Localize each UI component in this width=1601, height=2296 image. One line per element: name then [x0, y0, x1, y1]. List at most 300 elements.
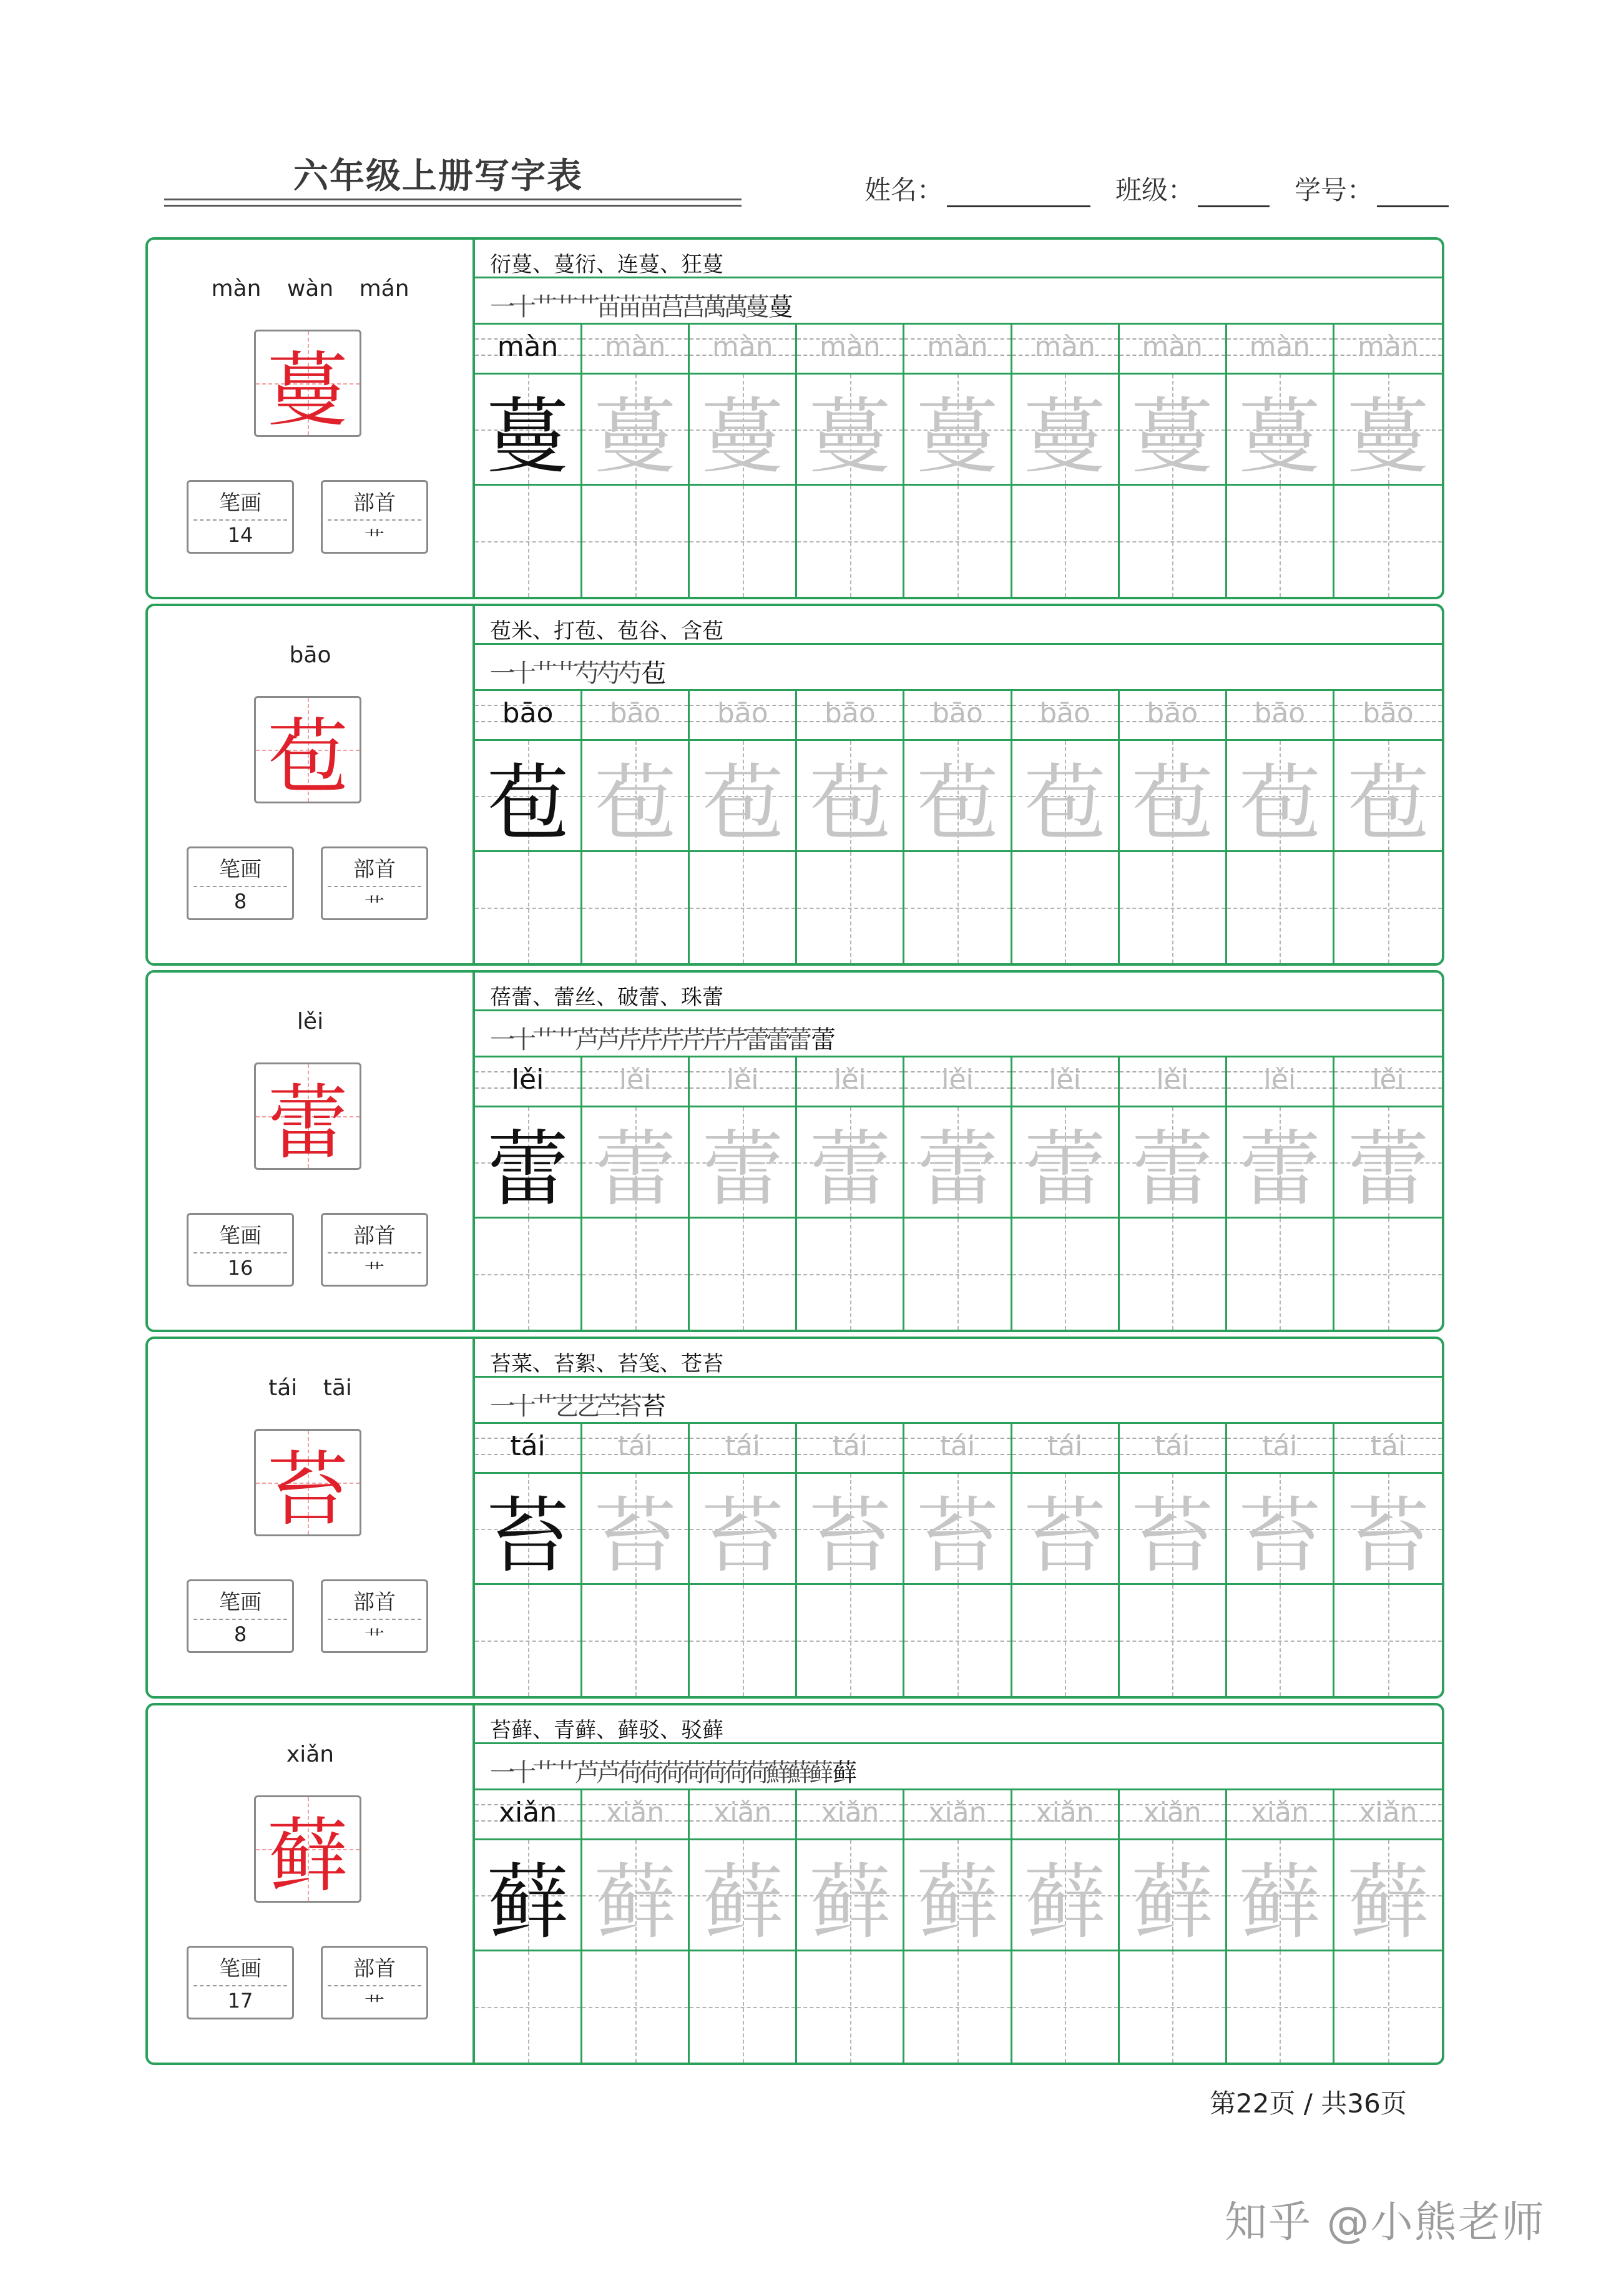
- grid-guide: [528, 486, 529, 597]
- char-model: 藓: [486, 1854, 569, 1951]
- name-input-line[interactable]: [947, 178, 1090, 207]
- writing-cell[interactable]: [1334, 741, 1442, 852]
- pinyin-trace: tái: [1262, 1430, 1298, 1462]
- pinyin-cell[interactable]: [582, 1057, 690, 1107]
- stroke-step: 艹: [532, 1759, 557, 1787]
- grid-guide: [743, 486, 744, 597]
- pinyin-cell[interactable]: [475, 1790, 582, 1840]
- character-pinyin: màn wàn mán: [211, 276, 409, 302]
- char-trace: 苔: [594, 1488, 677, 1584]
- pinyin-cell[interactable]: [1334, 1057, 1442, 1107]
- pinyin-cell[interactable]: [690, 325, 797, 375]
- pinyin-cell[interactable]: [904, 1424, 1012, 1474]
- pinyin-cell[interactable]: [1227, 1424, 1334, 1474]
- stroke-step: 荷: [702, 1759, 727, 1787]
- char-model: 蕾: [486, 1121, 569, 1218]
- stroke-step: 苎: [596, 1392, 621, 1421]
- blank-writing-cell[interactable]: [475, 1219, 582, 1330]
- pinyin-cell[interactable]: [1334, 1424, 1442, 1474]
- grid-guide: [743, 1219, 744, 1330]
- writing-cell[interactable]: [797, 1840, 904, 1951]
- writing-cell[interactable]: [690, 375, 797, 486]
- grid-guide: [1280, 852, 1281, 963]
- pinyin-cell[interactable]: [1227, 1790, 1334, 1840]
- stroke-step: 艹: [532, 1392, 557, 1421]
- blank-writing-cell[interactable]: [1120, 1951, 1227, 2063]
- blank-writing-cell[interactable]: [904, 1219, 1012, 1330]
- stroke-step: 艹: [554, 1759, 579, 1787]
- writing-cell[interactable]: [1227, 375, 1334, 486]
- blank-writing-cell[interactable]: [797, 1585, 904, 1696]
- char-trace: 蔓: [1131, 388, 1214, 485]
- writing-cell[interactable]: [797, 375, 904, 486]
- example-words: 苞米、打苞、苞谷、含苞: [490, 619, 723, 644]
- character-block: [145, 604, 1444, 966]
- grid-guide: [1388, 486, 1389, 597]
- blank-writing-cell[interactable]: [1334, 1951, 1442, 2063]
- blank-writing-cell[interactable]: [1120, 486, 1227, 597]
- radical-value: 艹: [364, 1260, 384, 1283]
- char-trace: 苞: [701, 755, 784, 851]
- grid-guide: [635, 852, 637, 963]
- blank-writing-cell[interactable]: [797, 1951, 904, 2063]
- stroke-step: 芦: [596, 1759, 621, 1787]
- blank-writing-cell[interactable]: [1334, 486, 1442, 597]
- pinyin-cell[interactable]: [1012, 1790, 1120, 1840]
- stroke-order-row: [475, 1011, 1442, 1057]
- blank-writing-cell[interactable]: [1334, 1585, 1442, 1696]
- blank-writing-cell[interactable]: [475, 486, 582, 597]
- stroke-step: 十: [511, 1759, 536, 1787]
- pinyin-trace: lěi: [1372, 1064, 1404, 1096]
- stroke-step: 芍: [575, 659, 600, 688]
- blank-writing-cell[interactable]: [475, 1585, 582, 1696]
- char-trace: 蕾: [594, 1121, 677, 1218]
- stroke-count-label: 笔画: [219, 1224, 262, 1249]
- writing-cell[interactable]: [582, 1840, 690, 1951]
- blank-writing-cell[interactable]: [904, 486, 1012, 597]
- grid-guide: [635, 1219, 637, 1330]
- blank-writing-cell[interactable]: [797, 486, 904, 597]
- main-character: 苔: [267, 1441, 348, 1537]
- writing-cell[interactable]: [1334, 1107, 1442, 1219]
- pinyin-cell[interactable]: [582, 325, 690, 375]
- pinyin-cell[interactable]: [1227, 325, 1334, 375]
- pinyin-cell[interactable]: [1334, 325, 1442, 375]
- stroke-step: 芍: [596, 659, 621, 688]
- writing-cell[interactable]: [1120, 1474, 1227, 1585]
- writing-cell[interactable]: [582, 1107, 690, 1219]
- grid-guide: [850, 1585, 851, 1696]
- writing-cell[interactable]: [1227, 741, 1334, 852]
- char-model: 苞: [486, 755, 569, 851]
- practice-grid: [475, 1424, 1442, 1696]
- pinyin-cell[interactable]: [475, 691, 582, 741]
- grid-guide: [1388, 1951, 1389, 2063]
- pinyin-cell[interactable]: [1012, 325, 1120, 375]
- blank-writing-cell[interactable]: [1120, 1585, 1227, 1696]
- blank-writing-cell[interactable]: [582, 486, 690, 597]
- grid-guide: [1172, 852, 1173, 963]
- pinyin-cell[interactable]: [690, 691, 797, 741]
- blank-writing-cell[interactable]: [1012, 1951, 1120, 2063]
- pinyin-model: bāo: [502, 697, 554, 729]
- blank-writing-cell[interactable]: [582, 852, 690, 963]
- char-trace: 苔: [1238, 1488, 1321, 1584]
- char-trace: 藓: [594, 1854, 677, 1951]
- radical-label: 部首: [353, 1224, 396, 1249]
- writing-cell[interactable]: [475, 741, 582, 852]
- stroke-step: 荷: [617, 1759, 642, 1787]
- main-character: 藓: [267, 1808, 348, 1903]
- pinyin-cell[interactable]: [1120, 1424, 1227, 1474]
- words-row: [475, 1339, 1442, 1378]
- pinyin-trace: lěi: [727, 1064, 759, 1096]
- grid-guide: [528, 1585, 529, 1696]
- student-info-fields: [864, 170, 1449, 207]
- pinyin-cell[interactable]: [1227, 1057, 1334, 1107]
- stroke-order: [490, 654, 668, 689]
- stroke-step: 芹: [639, 1026, 663, 1054]
- stroke-step: 苞: [641, 659, 666, 688]
- writing-cell[interactable]: [1012, 1840, 1120, 1951]
- words-row: [475, 973, 1442, 1011]
- example-words: 蓓蕾、蕾丝、破蕾、珠蕾: [490, 985, 723, 1010]
- blank-writing-cell[interactable]: [582, 1219, 690, 1330]
- pinyin-trace: màn: [1249, 331, 1311, 363]
- stroke-step: 芦: [575, 1026, 600, 1054]
- pinyin-trace: tái: [1370, 1430, 1406, 1462]
- blank-writing-cell[interactable]: [904, 1951, 1012, 2063]
- pinyin-cell[interactable]: [797, 1790, 904, 1840]
- pinyin-cell[interactable]: [1120, 1790, 1227, 1840]
- writing-cell[interactable]: [1334, 1474, 1442, 1585]
- grid-guide: [1172, 486, 1173, 597]
- writing-cell[interactable]: [1012, 1107, 1120, 1219]
- practice-panel: [475, 240, 1442, 597]
- stroke-step: 芦: [575, 1759, 600, 1787]
- writing-cell[interactable]: [1012, 375, 1120, 486]
- pinyin-cell[interactable]: [1227, 691, 1334, 741]
- stroke-step: 艹: [554, 293, 579, 321]
- field-name-label: 姓名：: [864, 175, 944, 205]
- pinyin-trace: lěi: [1263, 1064, 1296, 1096]
- pinyin-trace: bāo: [717, 697, 768, 729]
- stroke-step: 荷: [660, 1759, 685, 1787]
- stroke-count-value: 8: [233, 890, 247, 913]
- writing-cell[interactable]: [904, 741, 1012, 852]
- writing-cell[interactable]: [797, 741, 904, 852]
- blank-writing-cell[interactable]: [1012, 852, 1120, 963]
- pinyin-cell[interactable]: [797, 325, 904, 375]
- char-trace: 蔓: [1238, 388, 1321, 485]
- pinyin-cell[interactable]: [690, 1057, 797, 1107]
- stroke-count-box: [187, 1213, 294, 1287]
- info-separator: [193, 519, 287, 521]
- radical-value: 艹: [364, 1626, 384, 1650]
- pinyin-cell[interactable]: [904, 691, 1012, 741]
- blank-writing-cell[interactable]: [582, 1951, 690, 2063]
- stroke-step: 十: [511, 659, 536, 688]
- writing-cell[interactable]: [1227, 1107, 1334, 1219]
- stroke-count-box: [187, 480, 294, 554]
- pinyin-trace: xiǎn: [1359, 1797, 1417, 1828]
- grid-guide: [1065, 852, 1066, 963]
- stroke-step: 艹: [532, 1026, 557, 1054]
- radical-label: 部首: [353, 857, 396, 882]
- pinyin-cell[interactable]: [1012, 1057, 1120, 1107]
- pinyin-cell[interactable]: [690, 1424, 797, 1474]
- pinyin-trace: tái: [832, 1430, 868, 1462]
- writing-cell[interactable]: [1120, 1840, 1227, 1951]
- radical-label: 部首: [353, 1956, 396, 1981]
- stroke-count-label: 笔画: [219, 1956, 262, 1981]
- writing-cell[interactable]: [797, 1474, 904, 1585]
- blank-writing-cell[interactable]: [582, 1585, 690, 1696]
- practice-grid: [475, 325, 1442, 597]
- pinyin-cell[interactable]: [1012, 691, 1120, 741]
- grid-guide: [1280, 1585, 1281, 1696]
- stroke-step: 一: [490, 1392, 515, 1421]
- blank-writing-cell[interactable]: [1227, 852, 1334, 963]
- practice-grid: [475, 1057, 1442, 1330]
- writing-cell[interactable]: [582, 741, 690, 852]
- grid-guide: [635, 1585, 637, 1696]
- writing-cell[interactable]: [1227, 1474, 1334, 1585]
- stroke-step: 蘚: [787, 1759, 812, 1787]
- grid-guide: [528, 1951, 529, 2063]
- pinyin-cell[interactable]: [475, 1057, 582, 1107]
- stroke-step: 艹: [532, 293, 557, 321]
- blank-writing-cell[interactable]: [690, 486, 797, 597]
- writing-cell[interactable]: [1334, 375, 1442, 486]
- character-pinyin: tái tāi: [268, 1375, 352, 1401]
- writing-cell[interactable]: [904, 1840, 1012, 1951]
- practice-panel: [475, 1339, 1442, 1696]
- pinyin-trace: màn: [712, 331, 773, 363]
- pinyin-trace: lěi: [941, 1064, 974, 1096]
- blank-writing-cell[interactable]: [797, 1219, 904, 1330]
- char-trace: 苔: [916, 1488, 999, 1584]
- char-trace: 藓: [808, 1854, 891, 1951]
- pinyin-cell[interactable]: [690, 1790, 797, 1840]
- grid-guide: [1172, 1951, 1173, 2063]
- char-trace: 苔: [808, 1488, 891, 1584]
- char-trace: 苔: [1131, 1488, 1214, 1584]
- pinyin-trace: xiǎn: [1250, 1797, 1309, 1828]
- pinyin-trace: màn: [604, 331, 666, 363]
- grid-guide: [528, 1219, 529, 1330]
- writing-cell[interactable]: [475, 1107, 582, 1219]
- writing-cell[interactable]: [690, 1474, 797, 1585]
- char-trace: 蕾: [1346, 1121, 1429, 1218]
- char-trace: 蕾: [1238, 1121, 1321, 1218]
- character-box: [254, 1062, 361, 1170]
- stroke-step: 莒: [681, 293, 706, 321]
- writing-cell[interactable]: [475, 375, 582, 486]
- char-trace: 苞: [594, 755, 677, 851]
- grid-guide: [850, 1219, 851, 1330]
- pinyin-cell[interactable]: [1120, 325, 1227, 375]
- grid-guide: [957, 1219, 959, 1330]
- stroke-step: 莒: [660, 293, 685, 321]
- field-name: [864, 170, 1115, 207]
- blank-writing-cell[interactable]: [690, 852, 797, 963]
- blank-writing-cell[interactable]: [475, 852, 582, 963]
- grid-guide: [743, 852, 744, 963]
- pinyin-cell[interactable]: [1334, 691, 1442, 741]
- writing-cell[interactable]: [797, 1107, 904, 1219]
- pinyin-trace: màn: [1142, 331, 1203, 363]
- info-separator: [328, 886, 421, 887]
- pinyin-trace: tái: [617, 1430, 653, 1462]
- blank-writing-cell[interactable]: [904, 852, 1012, 963]
- writing-cell[interactable]: [1012, 741, 1120, 852]
- words-row: [475, 240, 1442, 278]
- radical-box: [321, 1213, 428, 1287]
- stroke-step: 苗: [617, 293, 642, 321]
- info-separator: [193, 886, 287, 887]
- writing-cell[interactable]: [1120, 375, 1227, 486]
- blank-writing-cell[interactable]: [904, 1585, 1012, 1696]
- class-input-line[interactable]: [1198, 178, 1270, 207]
- pinyin-cell[interactable]: [582, 1790, 690, 1840]
- blank-writing-cell[interactable]: [1012, 1219, 1120, 1330]
- pinyin-cell[interactable]: [1012, 1424, 1120, 1474]
- writing-cell[interactable]: [904, 1107, 1012, 1219]
- pinyin-cell[interactable]: [475, 325, 582, 375]
- pinyin-cell[interactable]: [904, 325, 1012, 375]
- stroke-step: 芹: [681, 1026, 706, 1054]
- writing-cell[interactable]: [904, 375, 1012, 486]
- blank-writing-cell[interactable]: [1227, 1951, 1334, 2063]
- stroke-count-label: 笔画: [219, 857, 262, 882]
- stroke-step: 十: [511, 1392, 536, 1421]
- grid-guide: [1388, 1585, 1389, 1696]
- writing-cell[interactable]: [1227, 1840, 1334, 1951]
- pinyin-cell[interactable]: [1120, 691, 1227, 741]
- grid-guide: [850, 852, 851, 963]
- char-trace: 苔: [1024, 1488, 1107, 1584]
- writing-cell[interactable]: [475, 1840, 582, 1951]
- grid-guide: [1280, 1951, 1281, 2063]
- grid-guide: [850, 486, 851, 597]
- grid-guide: [1065, 486, 1066, 597]
- writing-cell[interactable]: [1120, 741, 1227, 852]
- stroke-step: 萬: [723, 293, 748, 321]
- blank-writing-cell[interactable]: [1227, 486, 1334, 597]
- stroke-step: 一: [490, 659, 515, 688]
- blank-writing-cell[interactable]: [1334, 1219, 1442, 1330]
- example-words: 苔藓、青藓、藓驳、驳藓: [490, 1718, 723, 1743]
- writing-cell[interactable]: [582, 1474, 690, 1585]
- char-trace: 蕾: [1131, 1121, 1214, 1218]
- pinyin-cell[interactable]: [904, 1790, 1012, 1840]
- pinyin-trace: màn: [820, 331, 881, 363]
- pinyin-cell[interactable]: [904, 1057, 1012, 1107]
- pinyin-cell[interactable]: [1334, 1790, 1442, 1840]
- pinyin-cell[interactable]: [797, 691, 904, 741]
- blank-writing-cell[interactable]: [1012, 1585, 1120, 1696]
- character-block: [145, 1703, 1444, 2065]
- stroke-step: 蘚: [766, 1759, 791, 1787]
- char-trace: 藓: [916, 1854, 999, 1951]
- writing-cell[interactable]: [690, 741, 797, 852]
- writing-cell[interactable]: [690, 1107, 797, 1219]
- blank-writing-cell[interactable]: [1120, 852, 1227, 963]
- blank-writing-cell[interactable]: [1334, 852, 1442, 963]
- writing-cell[interactable]: [1012, 1474, 1120, 1585]
- pinyin-cell[interactable]: [797, 1057, 904, 1107]
- stroke-step: 一: [490, 1759, 515, 1787]
- blank-writing-cell[interactable]: [797, 852, 904, 963]
- main-character: 蔓: [267, 342, 348, 438]
- pinyin-cell[interactable]: [797, 1424, 904, 1474]
- stroke-step: 蕾: [787, 1026, 812, 1054]
- character-pinyin: xiǎn: [286, 1742, 335, 1767]
- char-trace: 藓: [1238, 1854, 1321, 1951]
- blank-writing-cell[interactable]: [1227, 1219, 1334, 1330]
- writing-cell[interactable]: [690, 1840, 797, 1951]
- char-trace: 蔓: [1346, 388, 1429, 485]
- blank-writing-cell[interactable]: [690, 1951, 797, 2063]
- page-title: 六年级上册写字表: [293, 156, 583, 197]
- radical-value: 艹: [364, 1993, 384, 2016]
- grid-guide: [850, 1951, 851, 2063]
- pinyin-trace: bāo: [824, 697, 876, 729]
- blank-writing-cell[interactable]: [1227, 1585, 1334, 1696]
- writing-cell[interactable]: [1334, 1840, 1442, 1951]
- writing-cell[interactable]: [475, 1474, 582, 1585]
- writing-cell[interactable]: [904, 1474, 1012, 1585]
- pinyin-trace: bāo: [1039, 697, 1090, 729]
- grid-guide: [1388, 852, 1389, 963]
- blank-writing-cell[interactable]: [475, 1951, 582, 2063]
- character-block: [145, 237, 1444, 599]
- char-trace: 蕾: [701, 1121, 784, 1218]
- field-class-label: 班级：: [1115, 175, 1195, 205]
- pinyin-cell[interactable]: [1120, 1057, 1227, 1107]
- writing-cell[interactable]: [1120, 1107, 1227, 1219]
- blank-writing-cell[interactable]: [690, 1219, 797, 1330]
- pinyin-cell[interactable]: [582, 691, 690, 741]
- pinyin-trace: bāo: [1147, 697, 1198, 729]
- pinyin-cell[interactable]: [475, 1424, 582, 1474]
- pinyin-trace: bāo: [932, 697, 983, 729]
- character-pinyin: lěi: [296, 1009, 324, 1034]
- blank-writing-cell[interactable]: [1012, 486, 1120, 597]
- blank-writing-cell[interactable]: [690, 1585, 797, 1696]
- student-id-input-line[interactable]: [1377, 178, 1449, 207]
- char-trace: 蕾: [808, 1121, 891, 1218]
- char-trace: 藓: [1131, 1854, 1214, 1951]
- pinyin-cell[interactable]: [582, 1424, 690, 1474]
- grid-guide: [1388, 1219, 1389, 1330]
- info-separator: [328, 1619, 421, 1620]
- grid-guide: [957, 852, 959, 963]
- stroke-step: 荷: [681, 1759, 706, 1787]
- practice-panel: [475, 606, 1442, 963]
- pinyin-trace: tái: [1047, 1430, 1083, 1462]
- page-number: 第22页 / 共36页: [1210, 2088, 1407, 2119]
- blank-writing-cell[interactable]: [1120, 1219, 1227, 1330]
- main-character: 蕾: [267, 1075, 348, 1170]
- pinyin-trace: lěi: [1156, 1064, 1188, 1096]
- stroke-step: 萬: [702, 293, 727, 321]
- character-box: [254, 1429, 361, 1536]
- char-trace: 藓: [701, 1854, 784, 1951]
- writing-cell[interactable]: [582, 375, 690, 486]
